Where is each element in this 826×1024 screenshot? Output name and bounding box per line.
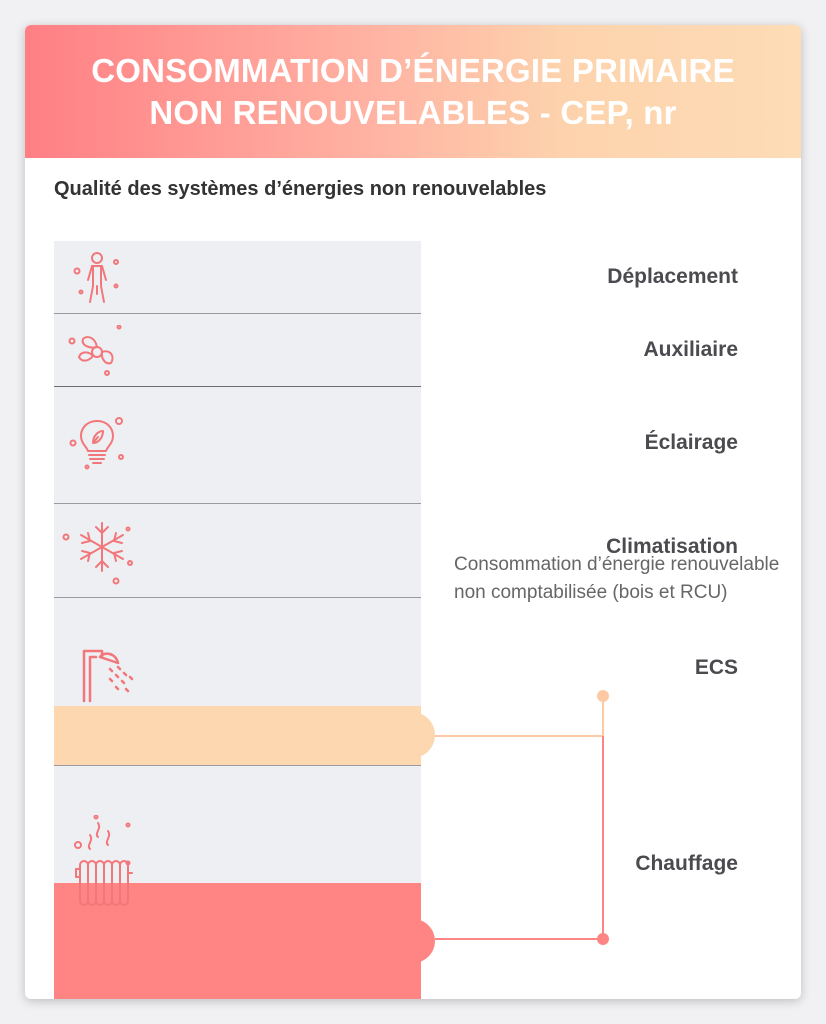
row-label-eclairage: Éclairage bbox=[644, 431, 738, 454]
infographic-card bbox=[25, 25, 801, 999]
row-label-chauffage: Chauffage bbox=[635, 852, 738, 875]
renewable-note: Consommation d’énergie renouvelable non comptabilisée (bois et RCU) bbox=[454, 554, 780, 603]
row-label-climatisation: Climatisation bbox=[606, 535, 738, 558]
subtitle: Qualité des systèmes d’énergies non renouvelables bbox=[54, 178, 547, 200]
row-label-ecs: ECS bbox=[694, 656, 738, 679]
header-title-line2: NON RENOUVELABLES - CEP, nr bbox=[149, 93, 677, 131]
connector-dot-bottom bbox=[597, 933, 609, 945]
header-title-line1: CONSOMMATION D’ÉNERGIE PRIMAIRE bbox=[91, 51, 735, 89]
row-label-auxiliaire: Auxiliaire bbox=[643, 338, 738, 361]
row-label-deplacement: Déplacement bbox=[607, 265, 738, 288]
note-connector bbox=[25, 25, 801, 999]
connector-dot-top bbox=[597, 690, 609, 702]
